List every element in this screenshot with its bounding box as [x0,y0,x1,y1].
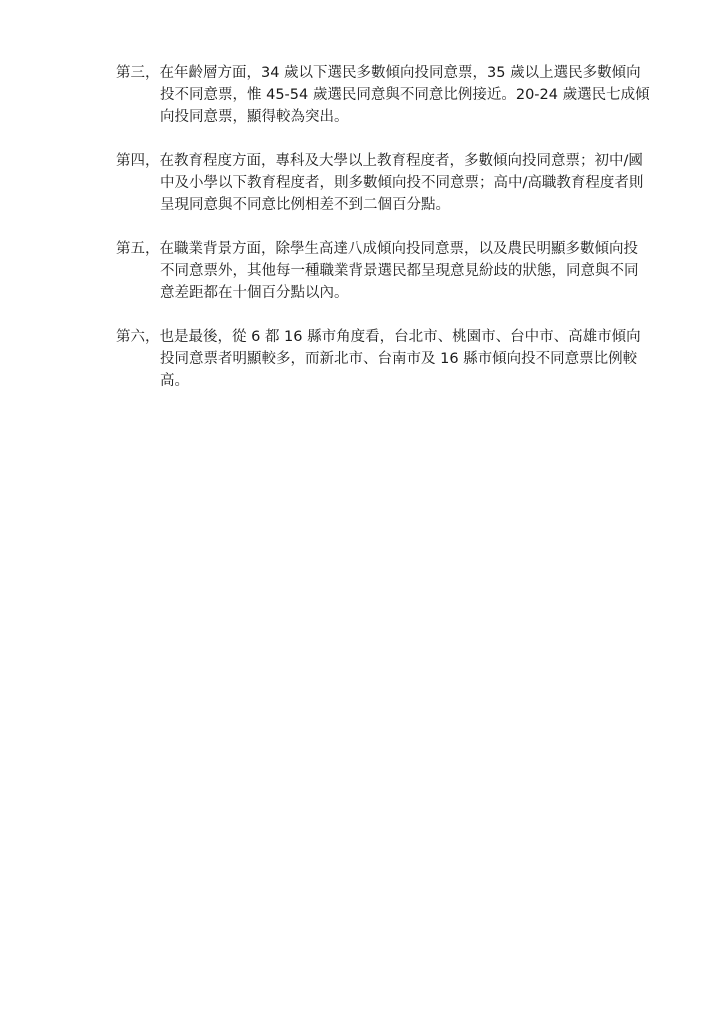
paragraph-line: 向投同意票，顯得較為突出。 [160,109,349,125]
paragraph-line: 高。 [160,373,189,389]
paragraph-line: 不同意票外，其他每一種職業背景選民都呈現意見紛歧的狀態，同意與不同 [160,263,639,279]
paragraph-line: 投不同意票，惟 45-54 歲選民同意與不同意比例接近。20-24 歲選民七成傾 [160,87,650,103]
paragraph-education-level [116,150,646,216]
paragraph-line: 投同意票者明顯較多，而新北市、台南市及 16 縣市傾向投不同意票比例較 [160,351,638,367]
paragraph-line: 第六，也是最後，從 6 都 16 縣市角度看，台北市、桃園市、台中市、高雄市傾向 [116,329,641,345]
paragraph-line: 意差距都在十個百分點以內。 [160,285,349,301]
paragraph-line: 第五，在職業背景方面，除學生高達八成傾向投同意票，以及農民明顯多數傾向投 [116,241,638,257]
paragraph-line: 中及小學以下教育程度者，則多數傾向投不同意票；高中/高職教育程度者則 [160,175,644,191]
paragraph-occupation [116,238,646,304]
paragraph-regional [116,326,646,392]
paragraph-age-group [116,62,650,128]
paragraph-line: 第三，在年齡層方面，34 歲以下選民多數傾向投同意票，35 歲以上選民多數傾向 [116,65,641,81]
paragraph-line: 呈現同意與不同意比例相差不到二個百分點。 [160,197,450,213]
paragraph-line: 第四，在教育程度方面，專科及大學以上教育程度者，多數傾向投同意票；初中/國 [116,153,643,169]
